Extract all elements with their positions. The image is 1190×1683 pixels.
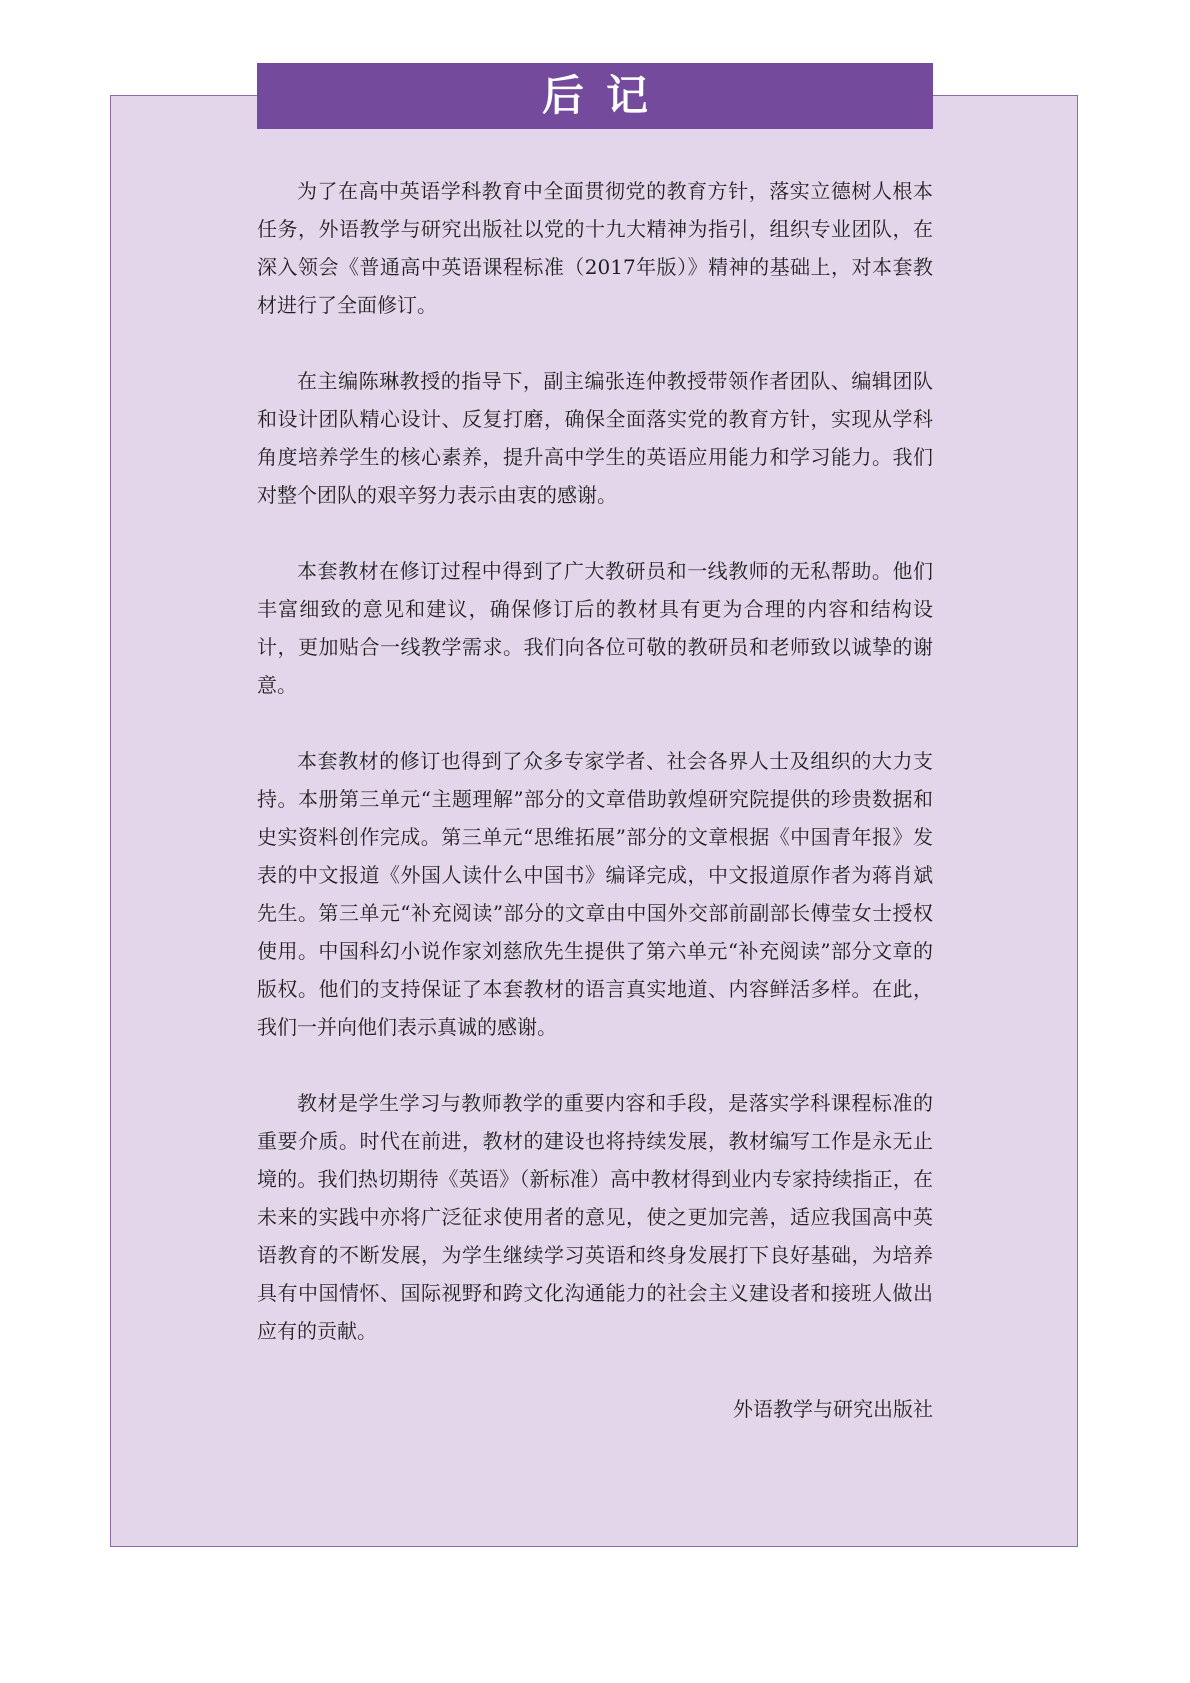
- paragraph: 在主编陈琳教授的指导下，副主编张连仲教授带领作者团队、编辑团队和设计团队精心设计、反复打磨，确保全面落实党的教育方针，实现从学科角度培养学生的核心素养，提升高中学生的英语应用能力和学习能力。我们对整个团队的艰辛努力表示由衷的感谢。: [257, 369, 933, 507]
- publisher-signature: 外语教学与研究出版社: [733, 1397, 933, 1421]
- paragraph: 教材是学生学习与教师教学的重要内容和手段，是落实学科课程标准的重要介质。时代在前进，教材的建设也将持续发展，教材编写工作是永无止境的。我们热切期待《英语》（新标准）高中教材得到业内专家持续指正，在未来的实践中亦将广泛征求使用者的意见，使之更加完善，适应我国高中英语教育的不断发展，为学生继续学习英语和终身发展打下良好基础，为培养具有中国情怀、国际视野和跨文化沟通能力的社会主义建设者和接班人做出应有的贡献。: [257, 1091, 933, 1343]
- afterword-body: [257, 172, 933, 1388]
- paragraph: 为了在高中英语学科教育中全面贯彻党的教育方针，落实立德树人根本任务，外语教学与研究出版社以党的十九大精神为指引，组织专业团队，在深入领会《普通高中英语课程标准（2017年版）》精神的基础上，对本套教材进行了全面修订。: [257, 179, 933, 317]
- title-banner: [257, 63, 933, 129]
- page-title: 后记: [541, 71, 670, 120]
- paragraph: 本套教材在修订过程中得到了广大教研员和一线教师的无私帮助。他们丰富细致的意见和建议，确保修订后的教材具有更为合理的内容和结构设计，更加贴合一线教学需求。我们向各位可敬的教研员和老师致以诚挚的谢意。: [257, 559, 933, 697]
- paragraph: 本套教材的修订也得到了众多专家学者、社会各界人士及组织的大力支持。本册第三单元“主题理解”部分的文章借助敦煌研究院提供的珍贵数据和史实资料创作完成。第三单元“思维拓展”部分的文章根据《中国青年报》发表的中文报道《外国人读什么中国书》编译完成，中文报道原作者为蒋肖斌先生。第三单元“补充阅读”部分的文章由中国外交部前副部长傅莹女士授权使用。中国科幻小说作家刘慈欣先生提供了第六单元“补充阅读”部分文章的版权。他们的支持保证了本套教材的语言真实地道、内容鲜活多样。在此，我们一并向他们表示真诚的感谢。: [257, 749, 933, 1039]
